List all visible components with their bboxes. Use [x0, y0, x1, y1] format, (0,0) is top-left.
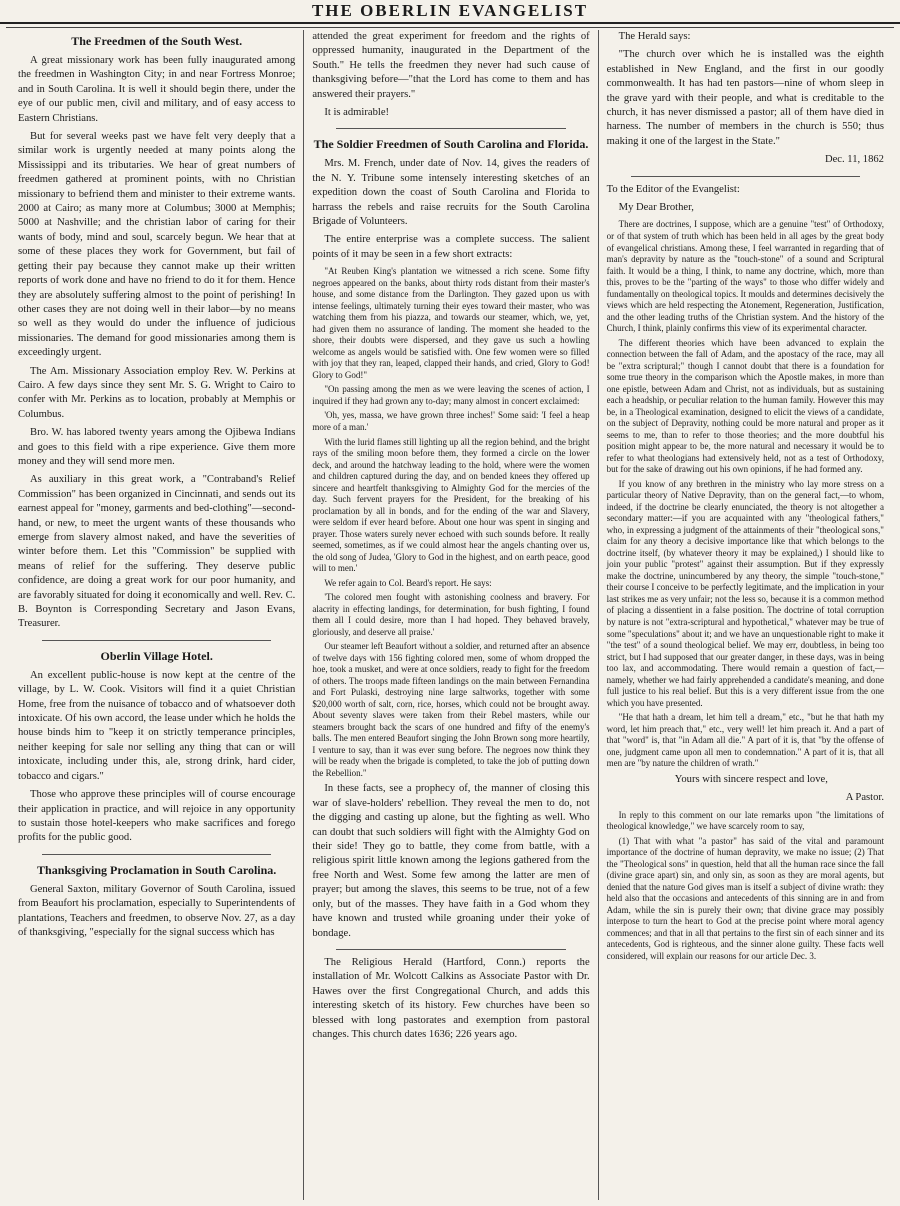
freedmen-paragraph: The Am. Missionary Association employ Rev. W. Perkins at Cairo. A few days since they sent Mr. S. G. Wright to Cairo to confer with Mr. Perkins as to location, probably at Memphis or Columbus. — [18, 365, 296, 420]
section-divider — [42, 854, 271, 855]
extract-paragraph: "At Reuben King's plantation we witnessed a rich scene. Some fifty negroes appeared on the banks, about thirty rods distant from their master's house, and some distance from the Darlington. They gazed upon us with intense feelings, ultimately turning their eyes toward their master, who was watching them from his piazza, and towards our steamer, which, we, yet, had given them no assurance of landing. The moment she headed to the shore, their doubts were dispersed, and they gave us such a howling welcome as angels would be satisfied with. One few women were so filled with joy that they ran, leaped, clapped their hands, and cried, Glory to God! Glory to God!" — [312, 266, 590, 380]
section-divider — [336, 949, 565, 950]
letter-addressee: To the Editor of the Evangelist: — [606, 183, 740, 195]
section-divider — [42, 640, 271, 641]
letter-paragraph: If you know of any brethren in the ministry who lay more stress on a particular theory of Native Depravity, than on the general fact,—to whom, indeed, if the doctrine be clearly enunciated, the theory is not altogether a secondary matter:—if you are acquainted with any "theological fathers," who, in expressing a judgment of the attainments of their "theological sons," claim for any theory a decisive importance like that which belongs to the doctrine itself, (by whatever theory it may be explained,) I should like to join your public "protest" against their assumption. But if they expressly make the doctrine, unincumbered by any theory, the simple "touch-stone," their course I conceive to be perfectly legitimate, and the implication in your last strikes me as very unfair; not the less so, because it is a common method of placing a dissentient in a false position. The doctrine of total corruption by nature is not "extra-scriptural and hypothetical," whatever may be true of some "speculations" about it; and we have an unquestionable right to make it "the test" of a sound theological belief. We may err, doubtless, in being too strict, but I had supposed that our greater danger, in these days, was in being too lax, and accommodating. There would remain a question of fact,—namely, whether we had fairly apprehended a candidate's meaning, and done full justice to his real belief. But this is a very different issue from the one which you have presented. — [606, 478, 884, 708]
hotel-heading: Oberlin Village Hotel. — [100, 648, 213, 663]
newspaper-columns — [10, 30, 892, 1200]
section-divider — [631, 176, 860, 177]
column-2 — [303, 30, 597, 1200]
masthead-title: THE OBERLIN EVANGELIST — [311, 1, 589, 20]
letter-paragraph: The different theories which have been advanced to explain the connection between the fall of Adam, and the apostacy of the race, may all be "extra scriptural;" though I cannot doubt that there is a foundation for some true theory in the comparison which the Apostle makes, in more than one epistle, between Adam and Christ, not as individuals, but as sustaining each a headship, or peculiar relation to the human family. However this may be, in a Theological examination, designed to elicit the views of a candidate, on the subject of Depravity, nothing could be more natural and proper as it seems to me, than to refer to those theories; and the more doubtful his position might appear to be, the more natural and necessary it would be to refer to what theologians had extensively held, not as a test of Orthodoxy, but for the sake of drawing out his own opinions, if he had formed any. — [606, 337, 884, 475]
letter-body — [607, 219, 884, 769]
freedmen-paragraph: A great missionary work has been fully inaugurated among the freedmen in Washington City; in and near Fortress Monroe; and in South Carolina. It is well it should begin there, under the eye of our public men, civil and military, and of easy access to Eastern Christians. — [18, 55, 296, 124]
section-divider — [336, 128, 565, 129]
continued-paragraph: attended the great experiment for freedom and the rights of oppressed humanity, inaugurated in the Department of the South." He tells the freedmen they never had such cause of thanksgiving before—"that the Lord has come to them and has answered their prayers." — [312, 31, 590, 100]
soldier-paragraph: The entire enterprise was a complete success. The salient points of it may be seen in a few short extracts: — [312, 234, 590, 260]
herald-says-quote: "The church over which he is installed was the eighth established in New England, and the first in our goodly commonwealth. It has had ten pastors—nine of whom sleep in the grave yard with their people, and what is creditable to the church, it has never dismissed a pastor; all of them have died in harness. The number of members in the church is 550; thus making it one of the largest in the State." — [606, 49, 884, 147]
extract-paragraph: With the lurid flames still lighting up all the region behind, and the bright rays of the smiling moon before them, they formed a circle on the lower deck, and around the hatchway leading to the hold, where were the women and children captured during the day, and on bended knees they offered up sincere and heartfelt thanksgiving to Almighty God for the mercies of the day. Such fervent prayers for the President, for the breaking of his proclamation by all in bonds, and for the ending of the war and Slavery, were seldom if ever heard before. About one hour was spent in singing and prayer. Those waters surely never echoed with such sounds before. It really seemed, sometimes, as if we could almost hear the angels chanting over us, the old song of Judea, 'Glory to God in the highest, and on earth peace, good will to men.' — [312, 436, 590, 574]
continued-paragraph: It is admirable! — [324, 107, 390, 119]
masthead — [0, 0, 900, 24]
extract-paragraph: 'Oh, yes, massa, we have grown three inches!' Some said: 'I feel a heap more of a man.' — [312, 410, 590, 432]
soldier-paragraph: In these facts, see a prophecy of, the manner of closing this war of slave-holders' rebellion. They reveal the men to do, not the digging and casting up alone, but the fighting as well. Who can doubt that such soldiers will fight with the Almighty God on their side! They go to battle, they come from battle, with a religious spirit little known among the legions gathered from the free North and West. Some few among the latter are men of prayer; but among the slaves, this seems to be true, not of a few only, but of the masses. They have faith in a God whom they have known and trusted while groaning under their yoke of bondage. — [312, 783, 590, 939]
freedmen-heading: The Freedmen of the South West. — [71, 34, 243, 48]
extract-paragraph: "On passing among the men as we were leaving the scenes of action, I inquired if they had grown any to-day; many almost in concert exclaimed: — [312, 384, 590, 406]
extract-paragraph: We refer again to Col. Beard's report. He says: — [324, 577, 492, 588]
freedmen-paragraph: But for several weeks past we have felt very deeply that a similar work is urgently needed at many points along the Mississippi and its tributaries. We hear of great numbers of freedmen gathered at prominent points, with no Christian missionary to befriend them and minister to their extreme wants. 2000 at Cairo; as many more at Columbus; 3000 at Memphis; 5000 at Nashville; and the christian labor of caring for their wants of body, mind and soul, scarcely begun. We hear that at some of these places they work for Government, but fail of getting their pay because they cannot make up their written reports of work done and have no friend to do it for them. Hence they are absolutely suffering almost to the point of perishing! In other cases they are not doing well in their labor—by no means so well as they would do under the influence of judicious missionaries. The demand for good missionaries among them is exceedingly urgent. — [18, 131, 296, 359]
herald-paragraph: The Religious Herald (Hartford, Conn.) reports the installation of Mr. Wolcott Calkins as Associate Pastor with Dr. Hawes over the first Congregational Church, and adds this interesting sketch of its history. Few churches have been so blessed with long pastorates and exemption from pastoral changes. This church dates 1636; 226 years ago. — [312, 956, 590, 1040]
hotel-paragraph: Those who approve these principles will of course encourage their application in practice, and will rejoice in any opportunity to sustain those hotel-keepers who make sacrifices and forego profits for the public good. — [18, 789, 296, 844]
masthead-rule — [6, 24, 894, 28]
column-1 — [10, 30, 303, 1200]
hotel-paragraph: An excellent public-house is now kept at the centre of the village, by L. W. Cook. Visitors will find it a quiet Christian Home, free from the nuisance of tobacco and of whatsoever doth intoxicate. Of his own accord, the lease under which he holds the house binds him to "keep it on strictly temperance principles, neither keeping for sale nor selling any thing that can or will intoxicate, including under this, ale, strong drink, hard cider, tobacco and cigars." — [18, 669, 296, 782]
reply-paragraph: In reply to this comment on our late remarks upon "the limitations of theological knowledge," we have scarcely room to say, — [606, 809, 884, 832]
freedmen-paragraph: Bro. W. has labored twenty years among the Ojibewa Indians and goes to this field with a ripe experience. Give them more money and they will send more men. — [18, 427, 296, 467]
extract-paragraph: 'The colored men fought with astonishing coolness and bravery. For alacrity in effecting landings, for determination, for bush fighting, I found them all I could desire, more than I had hoped. They behaved bravely, gloriously, and deserve all praise.' — [312, 592, 590, 637]
thanksgiving-heading: Thanksgiving Proclamation in South Carolina. — [37, 862, 277, 877]
letter-paragraph: There are doctrines, I suppose, which are a genuine "test" of Orthodoxy, or of that system of truth which has been held in all ages by the great body of evangelical christians. Among these, I feel warranted in regarding that of man's depravity by nature as the "touch-stone" of a sound and Scriptural faith. It would be a thing, I think, to name any doctrine, which, more than this, proves to be the "parting of the ways" to those who differ widely and fundamentally on theological topics. It moulds and determines decisively the views which are held respecting the Atonement, Regeneration, Justification, and the other leading truths of the Christian system. And the history of the Church, I think, plainly confirms this view of its experimental character. — [606, 219, 884, 334]
letter-date: Dec. 11, 1862 — [824, 154, 884, 166]
letter-paragraph: "He that hath a dream, let him tell a dream," etc., "but he that hath my word, let him preach that," etc., very well! let him preach it. And a part of that "word" is, that "in Adam all die." A part of it is, that "by the offense of one, judgment came upon all men to condemnation." A part of it is, that all men are "by nature the children of wrath." — [606, 712, 884, 769]
extracts — [312, 266, 589, 779]
extract-paragraph: Our steamer left Beaufort without a soldier, and returned after an absence of twelve days with 156 fighting colored men, some of whom dropped the hoe, took a musket, and were at once soldiers, ready to fight for the freedom of others. The troops made fifteen landings on the main between Fernandina and Fort Pulaski, destroying nine large saltworks, together with some $20,000 worth of salt, corn, rice, horses, which could not be brought away. About seventy slaves were taken from their Rebel masters, while our steamers brought back the scars of one hundred and fifty of the enemy's balls. The men entered Beaufort singing the John Brown song more heartily, I venture to say, than it was ever sung before. The negroes now think they will be ready when the brigade is completed, to take the job of putting down the Rebellion." — [312, 641, 590, 778]
letter-salutation: My Dear Brother, — [618, 202, 694, 214]
soldier-heading: The Soldier Freedmen of South Carolina and Florida. — [313, 137, 589, 152]
reply-body — [607, 810, 884, 963]
soldier-paragraph: Mrs. M. French, under date of Nov. 14, gives the readers of the N. Y. Tribune some intensely interesting sketches of an expedition down the coast of South Carolina and Florida to harrass the rebels and raise recruits for the South Carolina Brigade of Volunteers. — [312, 158, 590, 228]
letter-signature: A Pastor. — [845, 792, 884, 804]
letter-closing: Yours with sincere respect and love, — [674, 773, 828, 785]
thanksgiving-paragraph: General Saxton, military Governor of South Carolina, issued from Beaufort his proclamation, especially to Superintendents of plantations, Teachers and freedmen, to observe Nov. 27, as a day of thanksgiving, "especially for the signal success which has — [18, 883, 296, 938]
reply-paragraph: (1) That with what "a pastor" has said of the vital and paramount importance of the doctrine of human depravity, we make no issue; (2) That the "Theological sons" in question, held that all the human race since the fall (divine grace apart) sin, and only sin, as soon as they are moral agents, but denied that the nature God gives man is itself a subject of divine wrath: they held also that the occasions and antecedents of this sinning are in and from Adam, while the sin is purely their own; that divine grace may possibly interpose to turn the heart to God at the precise point where moral agency commences; and that in all that pertains to the first sin of each sinner and its antecedents, God is righteous, and the sinner alone guilty. These facts well considered, will explain our reasons for our article Dec. 3. — [606, 835, 884, 961]
column-3 — [598, 30, 892, 1200]
freedmen-paragraph: As auxiliary in this great work, a "Contraband's Relief Commission" has been organized in Cincinnati, and sends out its earnest appeal for "money, garments and bed-clothing"—second-hand, or new, to meet the urgent wants of these thousands who emerge from slavery almost naked, and have the severities of winter before them. Let this "Commission" be supplied with means of relief for the suffering. They deserve public confidence, are doing a great work for our poor humanity, and are favorably situated for doing it economically and well. Rev. C. B. Boynton is Corresponding Secretary and Jason Evans, Treasurer. — [18, 474, 296, 630]
herald-says-label: The Herald says: — [618, 31, 691, 42]
